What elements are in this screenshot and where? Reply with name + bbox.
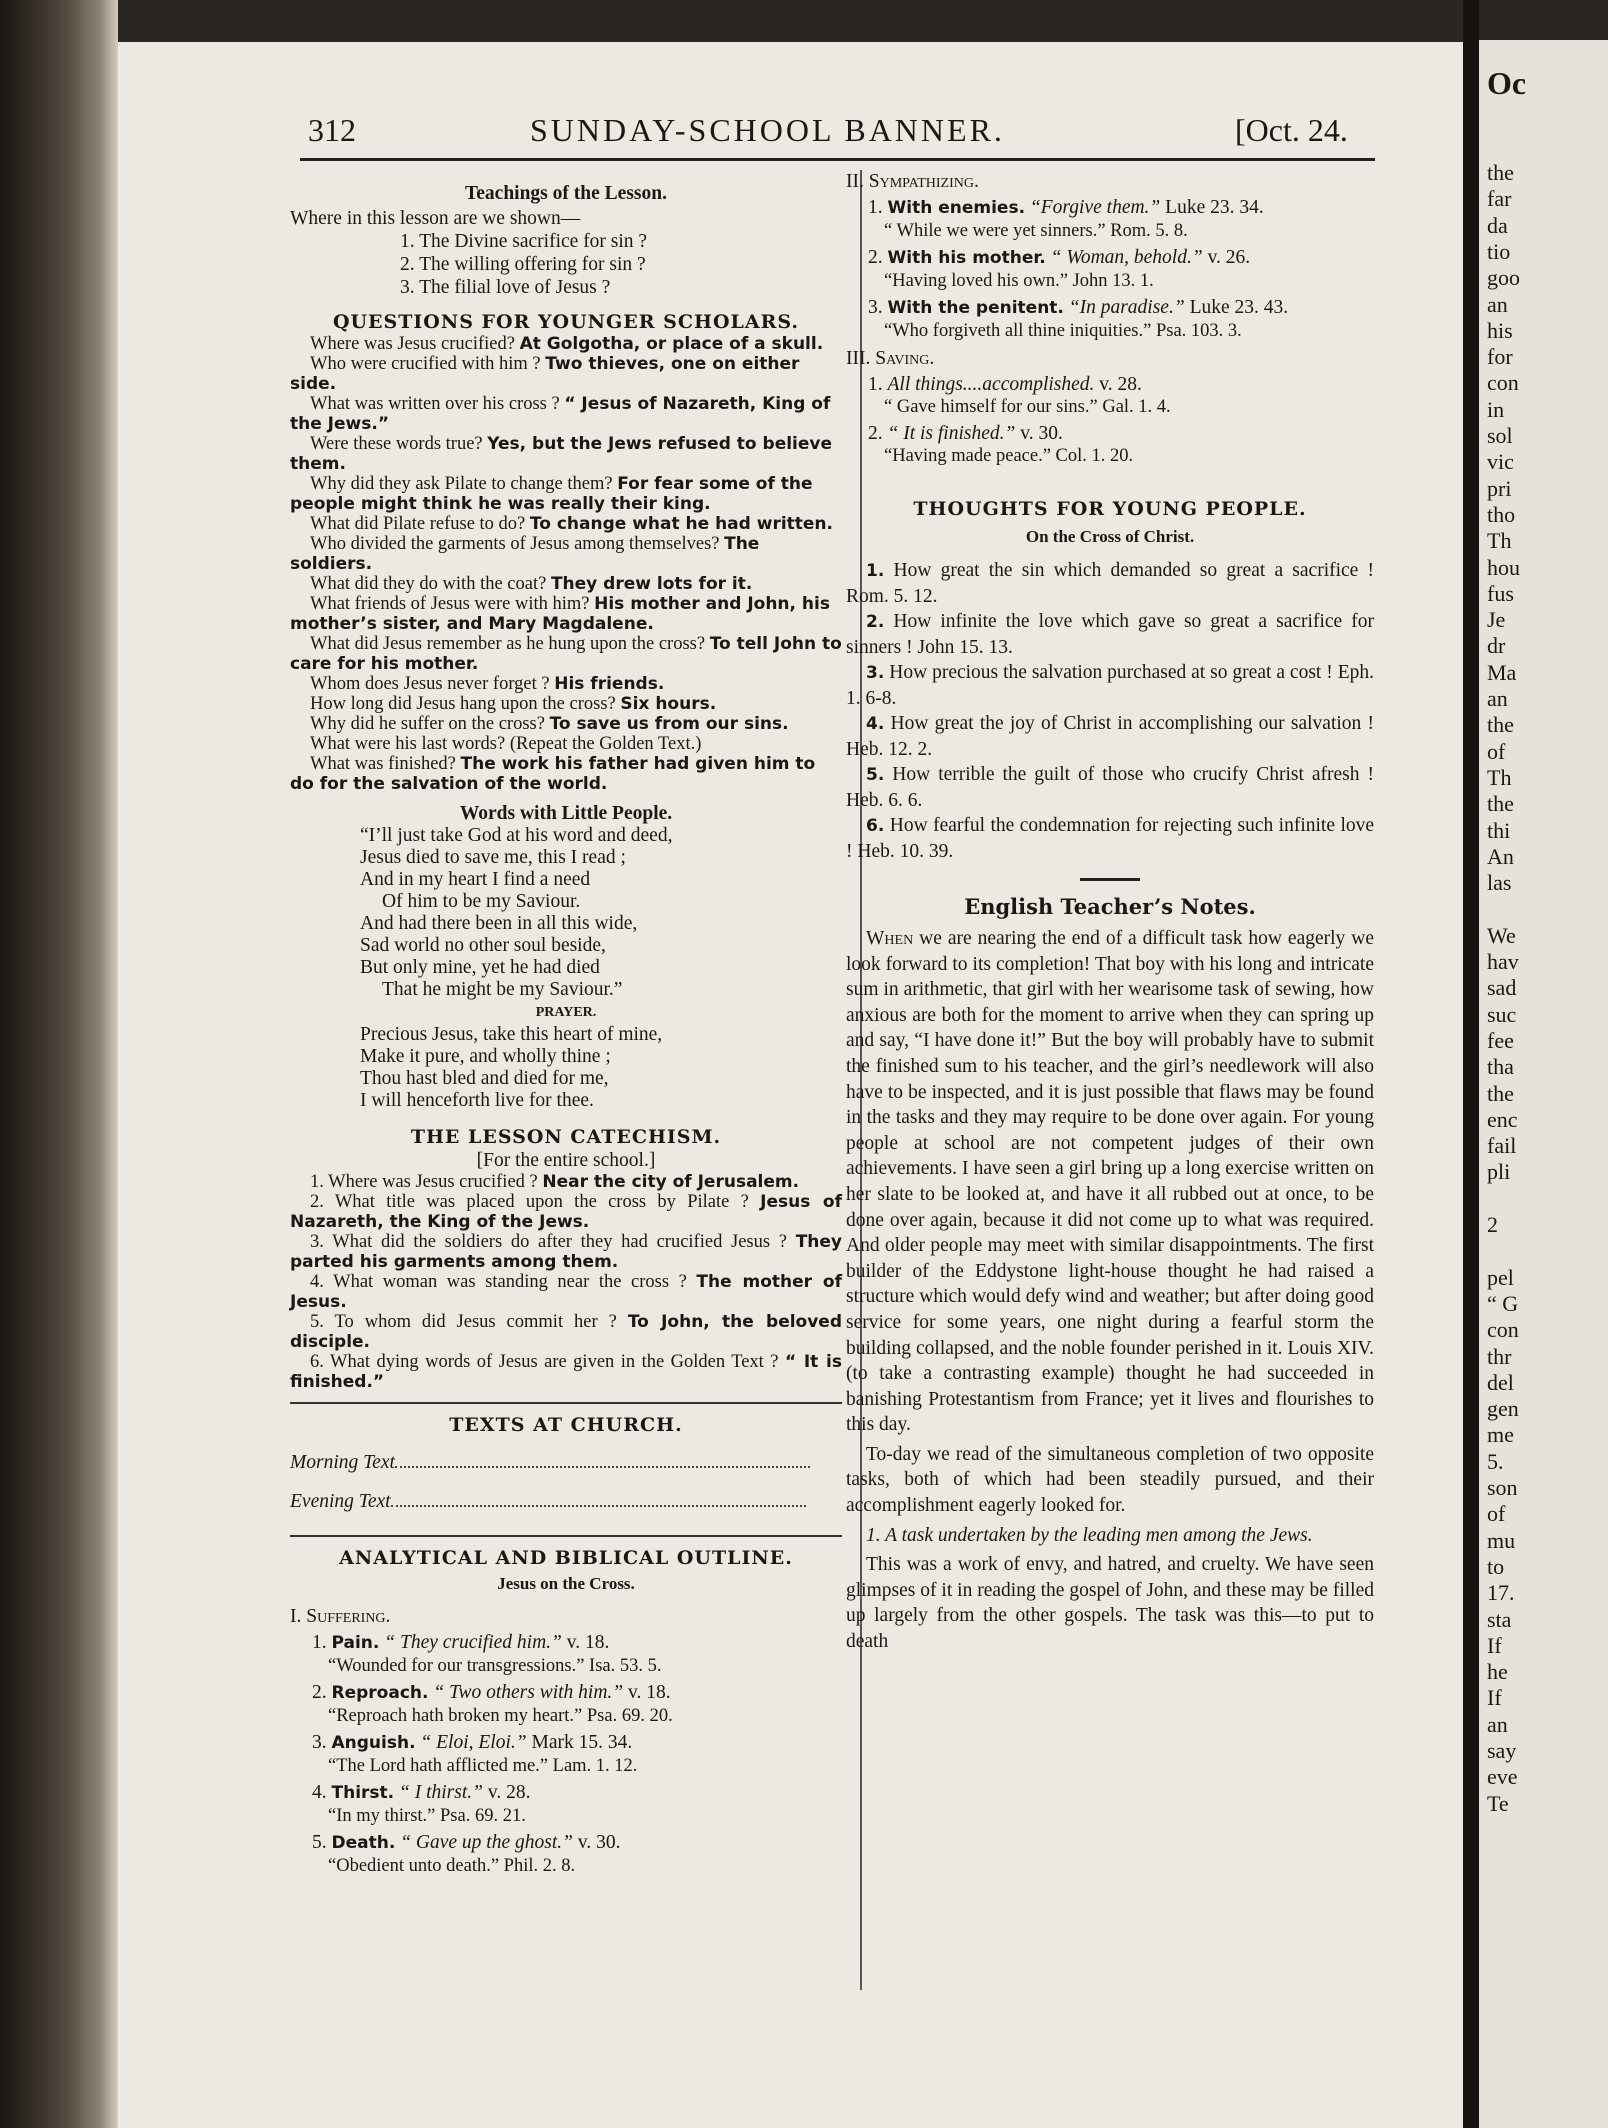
catechism-question: 6. What dying words of Jesus are given in the Golden Text ? <box>310 1352 779 1372</box>
notes-paragraph-2: To-day we read of the simultaneous completion of two opposite tasks, both of which had been steadily pursued, and their accomplishment eagerly looked for. <box>846 1443 1374 1517</box>
younger-question-row <box>290 674 842 694</box>
teachings-title: Teachings of the Lesson. <box>465 183 667 204</box>
prayer-line: Thou hast bled and died for me, <box>360 1068 609 1089</box>
poem-line: Sad world no other soul beside, <box>360 935 606 956</box>
thought-number: 2. <box>866 612 885 632</box>
next-page-line: sta <box>1487 1606 1512 1632</box>
teachings-item: 3. The filial love of Jesus ? <box>400 277 611 298</box>
next-page-line: far <box>1487 186 1512 212</box>
next-page-line: Ma <box>1487 659 1517 685</box>
next-page-line: tho <box>1487 501 1516 527</box>
younger-question-row <box>290 534 842 574</box>
notes-paragraph-4: This was a work of envy, and hatred, and cruelty. We have seen glimpses of it in reading the gospel of John, and these may be filled up largely from the other gospels. The task was this—to put to death <box>846 1554 1374 1653</box>
next-page-edge <box>1479 40 1608 2128</box>
thought-text: How fearful the condemnation for rejecting such infinite love ! Heb. 10. 39. <box>846 815 1375 862</box>
outline-item <box>290 1731 842 1755</box>
answer-text: Yes, but the Jews refused to believe them. <box>290 434 833 474</box>
catechism-row <box>290 1172 842 1192</box>
prayer-line: I will henceforth live for thee. <box>360 1090 594 1111</box>
teachings-intro: Where in this lesson are we shown— <box>290 208 581 229</box>
outline-verse: Luke 23. 43. <box>1184 297 1289 318</box>
outline-heading: With the penitent. <box>887 298 1064 318</box>
outline-item <box>846 296 1374 320</box>
outline-quote: “ Eloi, Eloi.” <box>420 1732 527 1753</box>
catechism-answer: Jesus of Nazareth, the King of the Jews. <box>290 1192 842 1232</box>
next-page-line: son <box>1487 1475 1518 1500</box>
next-page-line: hou <box>1487 554 1520 580</box>
younger-question-row <box>290 514 842 534</box>
outline-reference: “Wounded for our transgressions.” Isa. 53. 5. <box>328 1656 662 1676</box>
poem-line: “I’ll just take God at his word and deed, <box>360 825 673 846</box>
thoughts-sub: On the Cross of Christ. <box>1025 527 1195 546</box>
answer-text: “ Jesus of Nazareth, King of the Jews.” <box>290 394 831 434</box>
next-page-line: his <box>1487 317 1513 343</box>
outline-item <box>846 373 1374 396</box>
thought-item <box>846 762 1374 813</box>
poem <box>290 825 842 1001</box>
next-page-line: da <box>1487 212 1508 238</box>
poem-line: That he might be my Saviour.” <box>382 979 623 1000</box>
outline-number: 5. <box>312 1832 327 1853</box>
catechism-answer: To John, the beloved disciple. <box>290 1312 843 1352</box>
catechism-question: 2. What title was placed upon the cross by Pilate ? <box>310 1192 749 1212</box>
catechism-answer: “ It is finished.” <box>290 1352 842 1392</box>
next-page-line: las <box>1487 870 1512 896</box>
next-page-line: dr <box>1487 633 1506 659</box>
outline-quote: “In paradise.” <box>1068 297 1185 318</box>
morning-text-field[interactable] <box>395 1466 810 1468</box>
catechism-answer: Near the city of Jerusalem. <box>542 1172 800 1192</box>
prayer-label: PRAYER. <box>535 1005 597 1020</box>
thought-text: How great the sin which demanded so great a sacrifice ! Rom. 5. 12. <box>846 560 1375 607</box>
next-page-line: goo <box>1487 265 1520 291</box>
teachings-item: 2. The willing offering for sin ? <box>400 254 646 275</box>
younger-question-row <box>290 734 842 754</box>
younger-question-row <box>290 634 842 674</box>
outline-reference: “The Lord hath afflicted me.” Lam. 1. 12. <box>328 1756 638 1776</box>
outline-reference: “Obedient unto death.” Phil. 2. 8. <box>328 1856 576 1876</box>
next-page-line: tha <box>1487 1054 1514 1080</box>
section-rule <box>290 1402 842 1404</box>
next-page-line: enc <box>1487 1106 1518 1132</box>
saving-list <box>846 373 1374 468</box>
little-title: Words with Little People. <box>459 803 673 824</box>
notes-paragraph-3: 1. A task undertaken by the leading men among the Jews. <box>866 1524 1313 1546</box>
question-text: Who were crucified with him ? <box>310 354 541 374</box>
short-rule <box>1080 878 1140 881</box>
next-page-line: the <box>1487 791 1514 817</box>
next-page-line: Th <box>1487 528 1512 554</box>
outline-item <box>846 196 1374 220</box>
thought-item <box>846 711 1374 762</box>
outline-verse: v. 26. <box>1202 247 1251 268</box>
morning-text-label: Morning Text <box>290 1452 395 1473</box>
thought-number: 1. <box>866 561 885 581</box>
outline-reference: “In my thirst.” Psa. 69. 21. <box>328 1806 526 1826</box>
teachings-item: 1. The Divine sacrifice for sin ? <box>400 231 648 252</box>
younger-question-row <box>290 434 842 474</box>
outline-reference: “Having loved his own.” John 13. 1. <box>884 271 1154 291</box>
next-page-header: Oc <box>1487 65 1527 101</box>
next-page-line: of <box>1487 738 1506 764</box>
next-page-line: an <box>1487 686 1508 711</box>
next-page-line: fail <box>1487 1133 1517 1159</box>
next-page-line: the <box>1487 160 1514 185</box>
poem-line: Jesus died to save me, this I read ; <box>360 847 626 868</box>
outline-verse: v. 28. <box>483 1782 531 1803</box>
next-page-line: sad <box>1487 975 1517 1001</box>
next-page-line: pli <box>1487 1159 1511 1185</box>
outline-number: 2. <box>868 423 883 444</box>
next-page-line: If <box>1487 1685 1502 1711</box>
outline-number: 1. <box>868 374 883 395</box>
younger-question-row <box>290 394 842 434</box>
catechism-title: THE LESSON CATECHISM. <box>410 1126 722 1148</box>
outline-heading: Thirst. <box>331 1783 395 1803</box>
outline-item <box>290 1681 842 1705</box>
notes-first-word: When <box>866 928 914 949</box>
next-page-line: del <box>1487 1369 1514 1395</box>
outline-quote: All things....accomplished. <box>887 374 1095 395</box>
question-text: How long did Jesus hang upon the cross? <box>310 694 616 714</box>
outline-heading: Reproach. <box>331 1683 429 1703</box>
next-page-line: 17. <box>1487 1580 1515 1606</box>
thoughts-list <box>846 558 1374 864</box>
question-text: Where was Jesus crucified? <box>310 334 515 354</box>
left-column <box>290 182 842 1878</box>
next-page-line: eve <box>1487 1764 1518 1790</box>
outline-heading: Anguish. <box>331 1733 416 1753</box>
thought-item <box>846 558 1374 609</box>
page-number: 312 <box>308 112 356 148</box>
outline-reference: “Reproach hath broken my heart.” Psa. 69. 20. <box>328 1706 673 1726</box>
question-text: What were his last words? (Repeat the Golden Text.) <box>310 734 702 754</box>
answer-text: The work his father had given him to do for the salvation of the world. <box>290 754 816 794</box>
next-page-line: an <box>1487 291 1508 317</box>
thought-text: How precious the salvation purchased at so great a cost ! Eph. 1. 6-8. <box>846 662 1374 709</box>
notes-p1-text: we are nearing the end of a difficult task how eagerly we look forward to its completion! That boy with his long and intricate sum in arithmetic, that girl with her wearisome task of sewing, how anxious are both for the moment to arrive when they can spring up and say, “I have done it!” But the boy will probably have to submit the finished sum to his teacher, and the girl’s needlework will also have to be inspected, and it is just possible that flaws may be found in the tasks and they may require to be done over again. For young people at school are not competent judges of their own achievements. I have seen a girl bring up a long exercise written on her slate to be looked at, and have it all rubbed out at once, to be done over again, because it did not come up to what was required. And older people may meet with similar disappointments. The first builder of the Eddystone light-house thought he had raised a structure which would defy wind and weather; but after doing good service for some years, one night during a fearful storm the building collapsed, and the noble founder perished in it. Louis XIV. (to take a contrasting example) thought he had succeeded in banishing Protestantism from France; yet it lives and flourishes to this day. <box>846 928 1374 1436</box>
question-text: Why did they ask Pilate to change them? <box>310 474 613 494</box>
outline-reference: “ While we were yet sinners.” Rom. 5. 8. <box>884 221 1188 241</box>
answer-text: For fear some of the people might think he was really their king. <box>290 474 813 514</box>
next-page-line: gen <box>1487 1396 1519 1422</box>
answer-text: To change what he had written. <box>529 514 833 534</box>
outline-reference: “Who forgiveth all thine iniquities.” Psa. 103. 3. <box>884 321 1242 341</box>
next-page-line: for <box>1487 344 1513 370</box>
younger-question-row <box>290 714 842 734</box>
catechism-question: 5. To whom did Jesus commit her ? <box>310 1312 617 1332</box>
outline-quote: “ Two others with him.” <box>433 1682 624 1703</box>
next-page-line: he <box>1487 1659 1508 1685</box>
next-page-line: We <box>1487 922 1516 948</box>
outline-quote: “ Woman, behold.” <box>1050 247 1203 268</box>
next-page-line: “ G <box>1487 1290 1519 1316</box>
outline-number: 2. <box>868 247 883 268</box>
catechism-row <box>290 1192 842 1232</box>
catechism-list <box>290 1172 842 1392</box>
outline-heading: Pain. <box>331 1633 380 1653</box>
next-page-line: con <box>1487 370 1519 396</box>
next-page-line: suc <box>1487 1001 1517 1027</box>
next-page-line: the <box>1487 1080 1514 1106</box>
section-rule <box>290 1535 842 1537</box>
next-page-line: 2 <box>1487 1212 1498 1237</box>
outline-reference: “ Gave himself for our sins.” Gal. 1. 4. <box>884 397 1171 417</box>
outline-number: 3. <box>312 1732 327 1753</box>
thought-number: 4. <box>866 714 885 734</box>
answer-text: His friends. <box>554 674 665 694</box>
outline-heading: Death. <box>331 1833 396 1853</box>
outline-quote: “ Gave up the ghost.” <box>400 1832 573 1853</box>
younger-question-row <box>290 574 842 594</box>
outline-verse: v. 18. <box>623 1682 671 1703</box>
outline-verse: v. 18. <box>561 1632 610 1653</box>
poem-line: And had there been in all this wide, <box>360 913 638 934</box>
answer-text: They drew lots for it. <box>550 574 753 594</box>
next-page-line: An <box>1487 843 1514 869</box>
poem-line: But only mine, yet he had died <box>360 957 600 978</box>
next-page-line: of <box>1487 1501 1506 1527</box>
sympathizing-list <box>846 196 1374 343</box>
next-page-line: mu <box>1487 1527 1516 1553</box>
outline-verse: v. 30. <box>1015 423 1063 444</box>
question-text: Were these words true? <box>310 434 483 454</box>
next-page-line: Je <box>1487 607 1506 633</box>
next-page-line: If <box>1487 1632 1502 1658</box>
next-page-line: thi <box>1487 817 1511 843</box>
header-rule <box>300 158 1375 161</box>
book-spine <box>0 0 118 2128</box>
question-text: Who divided the garments of Jesus among themselves? <box>310 534 720 554</box>
catechism-question: 3. What did the soldiers do after they had crucified Jesus ? <box>310 1232 787 1252</box>
next-page-line: pri <box>1487 475 1512 501</box>
page-date: [Oct. 24. <box>1235 112 1348 148</box>
younger-questions <box>290 334 842 794</box>
outline-item <box>846 422 1374 445</box>
morning-text-row <box>290 1451 842 1474</box>
outline-heading: With enemies. <box>887 198 1026 218</box>
thought-text: How great the joy of Christ in accomplishing our salvation ! Heb. 12. 2. <box>846 713 1375 760</box>
outline-number: 1. <box>312 1632 327 1653</box>
outline-quote: “ It is finished.” <box>887 423 1016 444</box>
next-page-line: an <box>1487 1711 1508 1737</box>
next-page-line: Te <box>1487 1790 1509 1816</box>
next-page-line: say <box>1487 1738 1517 1763</box>
teachings-list <box>290 230 842 299</box>
next-page-line: sol <box>1487 423 1513 448</box>
notes-title: English Teacher’s Notes. <box>964 894 1256 919</box>
next-page-line: fee <box>1487 1027 1514 1053</box>
thought-item <box>846 660 1374 711</box>
catechism-sub: [For the entire school.] <box>476 1150 656 1171</box>
next-page-line: the <box>1487 712 1514 738</box>
catechism-row <box>290 1312 842 1352</box>
outline-item <box>846 246 1374 270</box>
page-title: SUNDAY-SCHOOL BANNER. <box>530 112 1005 148</box>
prayer-line: Precious Jesus, take this heart of mine, <box>360 1024 663 1045</box>
catechism-question: 4. What woman was standing near the cross ? <box>310 1272 687 1292</box>
answer-text: To tell John to care for his mother. <box>290 634 842 674</box>
outline-sub: Jesus on the Cross. <box>497 1574 635 1593</box>
texts-title: TEXTS AT CHURCH. <box>449 1414 683 1436</box>
younger-question-row <box>290 474 842 514</box>
thought-number: 6. <box>866 816 885 836</box>
younger-question-row <box>290 754 842 794</box>
answer-text: To save us from our sins. <box>549 714 789 734</box>
outline-list <box>290 1631 842 1878</box>
outline-number: 3. <box>868 297 883 318</box>
question-text: What did they do with the coat? <box>310 574 547 594</box>
thought-number: 5. <box>866 765 885 785</box>
outline-item <box>290 1781 842 1805</box>
thoughts-title: THOUGHTS FOR YOUNG PEOPLE. <box>913 498 1307 520</box>
outline-verse: v. 30. <box>572 1832 621 1853</box>
next-page-line: to <box>1487 1553 1505 1579</box>
next-page-line: in <box>1487 396 1505 422</box>
notes-paragraph-1 <box>846 926 1374 1438</box>
outline-section-3: III. Saving. <box>846 348 935 369</box>
catechism-answer: The mother of Jesus. <box>290 1272 842 1312</box>
younger-question-row <box>290 694 842 714</box>
answer-text: Six hours. <box>620 694 717 714</box>
question-text: What friends of Jesus were with him? <box>310 594 590 614</box>
next-page-line: hav <box>1487 949 1519 974</box>
next-page-line: Th <box>1487 764 1512 790</box>
next-page-line: vic <box>1487 449 1514 475</box>
page-gutter <box>1463 0 1479 2128</box>
poem-line: And in my heart I find a need <box>360 869 591 890</box>
outline-verse: Luke 23. 34. <box>1160 197 1264 218</box>
catechism-row <box>290 1352 842 1392</box>
answer-text: The soldiers. <box>290 534 760 574</box>
question-text: What did Pilate refuse to do? <box>310 514 526 534</box>
answer-text: Two thieves, one on either side. <box>290 354 800 394</box>
next-page-line: con <box>1487 1317 1519 1343</box>
evening-text-field[interactable] <box>391 1505 806 1507</box>
question-text: What was finished? <box>310 754 456 774</box>
evening-text-row <box>290 1490 842 1513</box>
next-page-line: me <box>1487 1422 1514 1448</box>
outline-number: 4. <box>312 1782 327 1803</box>
poem-line: Of him to be my Saviour. <box>382 891 581 912</box>
next-page-line: fus <box>1487 580 1514 606</box>
catechism-question: 1. Where was Jesus crucified ? <box>310 1172 538 1192</box>
next-page-line: thr <box>1487 1343 1512 1369</box>
outline-number: 2. <box>312 1682 327 1703</box>
thought-item <box>846 813 1374 864</box>
question-text: What was written over his cross ? <box>310 394 560 414</box>
outline-verse: Mark 15. 34. <box>526 1732 633 1753</box>
question-text: Whom does Jesus never forget ? <box>310 674 550 694</box>
outline-reference: “Having made peace.” Col. 1. 20. <box>884 446 1134 466</box>
thought-number: 3. <box>866 663 885 683</box>
outline-item <box>290 1831 842 1855</box>
thought-text: How infinite the love which gave so great a sacrifice for sinners ! John 15. 13. <box>846 611 1374 658</box>
younger-question-row <box>290 354 842 394</box>
question-text: Why did he suffer on the cross? <box>310 714 545 734</box>
outline-title: ANALYTICAL AND BIBLICAL OUTLINE. <box>339 1547 793 1569</box>
outline-section-2: II. Sympathizing. <box>846 171 979 192</box>
younger-question-row <box>290 594 842 634</box>
thought-item <box>846 609 1374 660</box>
next-page-line: 5. <box>1487 1448 1504 1474</box>
outline-quote: “ They crucified him.” <box>384 1632 562 1653</box>
younger-question-row <box>290 334 842 354</box>
answer-text: His mother and John, his mother’s sister, and Mary Magdalene. <box>290 594 830 634</box>
catechism-answer: They parted his garments among them. <box>290 1232 842 1272</box>
thought-text: How terrible the guilt of those who crucify Christ afresh ! Heb. 6. 6. <box>846 764 1374 811</box>
question-text: What did Jesus remember as he hung upon the cross? <box>310 634 706 654</box>
outline-section-1: I. Suffering. <box>290 1606 391 1627</box>
next-page-line: tio <box>1487 238 1511 264</box>
answer-text: At Golgotha, or place of a skull. <box>519 334 824 354</box>
outline-heading: With his mother. <box>887 248 1046 268</box>
outline-quote: “Forgive them.” <box>1029 197 1161 218</box>
outline-item <box>290 1631 842 1655</box>
catechism-row <box>290 1272 842 1312</box>
prayer-line: Make it pure, and wholly thine ; <box>360 1046 611 1067</box>
younger-title: QUESTIONS FOR YOUNGER SCHOLARS. <box>332 311 800 333</box>
right-column <box>846 170 1374 1655</box>
evening-text-label: Evening Text <box>290 1491 391 1512</box>
prayer <box>290 1024 842 1112</box>
outline-number: 1. <box>868 197 883 218</box>
next-page-line: pel <box>1487 1264 1514 1290</box>
outline-verse: v. 28. <box>1094 374 1142 395</box>
outline-quote: “ I thirst.” <box>399 1782 483 1803</box>
catechism-row <box>290 1232 842 1272</box>
